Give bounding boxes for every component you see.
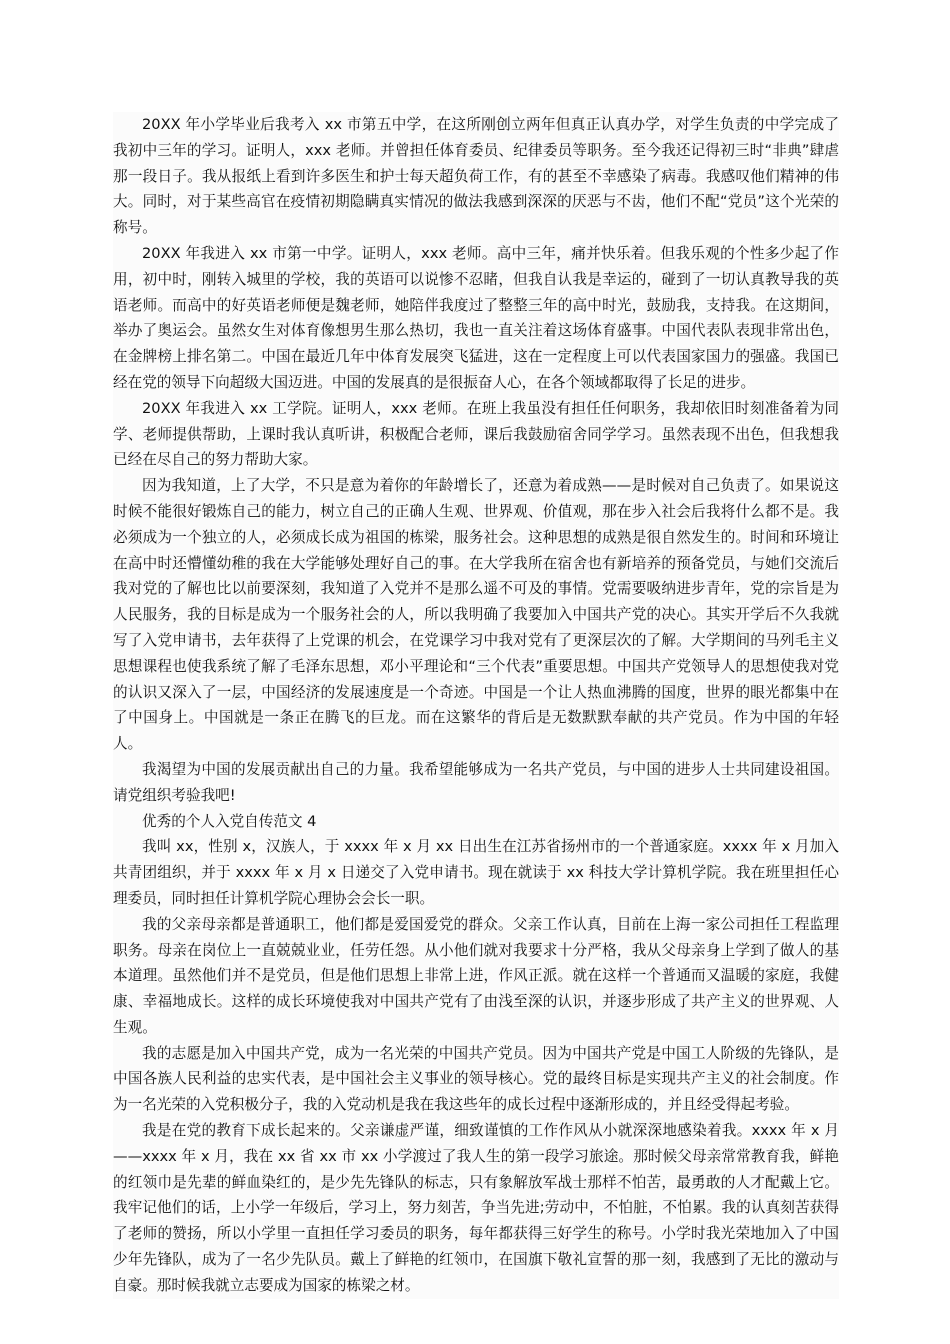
paragraph-ambition: 我的志愿是加入中国共产党，成为一名光荣的中国共产党员。因为中国共产党是中国工人阶级的先锋队，是中国各族人民利益的忠实代表，是中国社会主义事业的领导核心。党的最终目标是实现共产主义的社会制度。作为一名光荣的入党积极分子，我的入党动机是我在我这些年的成长过程中逐渐形成的，并且经受得起考验。 — [113, 1044, 839, 1114]
section-title: 优秀的个人入党自传范文 4 — [142, 812, 317, 830]
paragraph-education: 我是在党的教育下成长起来的。父亲谦虚严谨，细致谨慎的工作作风从小就深深地感染着我。xxxx 年 x 月——xxxx 年 x 月，我在 xx 省 xx 市 xx 小学渡过了我人生的第一段学习旅途。那时候父母亲常常教育我，鲜艳的红领巾是先辈的鲜血染红的，是少先先锋队的标志，只有象解放军战士那样不怕苦，最勇敢的人才配戴上它。我牢记他们的话，上小学一年级后，学习上，努力刻苦，争当先进;劳动中，不怕脏，不怕累。我的认真刻苦获得了老师的赞扬，所以小学里一直担任学习委员的职务，每年都获得三好学生的称号。小学时我光荣地加入了中国少年先锋队，成为了一名少先队员。戴上了鲜艳的红领巾，在国旗下敬礼宣誓的那一刻，我感到了无比的激动与自豪。那时候我就立志要成为国家的栋梁之材。 — [113, 1122, 839, 1294]
paragraph-university-growth: 因为我知道，上了大学，不只是意为着你的年龄增长了，还意为着成熟——是时候对自己负责了。如果说这时候不能很好锻炼自己的能力，树立自己的正确人生观、世界观、价值观，那在步入社会后我将什么都不是。我必须成为一个独立的人，必须成长成为祖国的栋梁，服务社会。这种思想的成熟是很自然发生的。时间和环境让在高中时还懵懂幼稚的我在大学能够处理好自己的事。在大学我所在宿舍也有新培养的预备党员，与她们交流后我对党的了解也比以前要深刻，我知道了入党并不是那么遥不可及的事情。党需要吸纳进步青年，党的宗旨是为人民服务，我的目标是成为一个服务社会的人，所以我明确了我要加入中国共产党的决心。其实开学后不久我就写了入党申请书，去年获得了上党课的机会，在党课学习中我对党有了更深层次的了解。大学期间的马列毛主义思想课程也使我系统了解了毛泽东思想，邓小平理论和“三个代表”重要思想。中国共产党领导人的思想使我对党的认识又深入了一层，中国经济的发展速度是一个奇迹。中国是一个让人热血沸腾的国度，世界的眼光都集中在了中国身上。中国就是一条正在腾飞的巨龙。而在这繁华的背后是无数默默奉献的共产党员。作为中国的年轻人。 — [113, 477, 839, 753]
document-page — [113, 112, 839, 1299]
paragraph-aspiration: 我渴望为中国的发展贡献出自己的力量。我希望能够成为一名共产党员，与中国的进步人士共同建设祖国。请党组织考验我吧! — [113, 760, 839, 804]
paragraph-family: 我的父亲母亲都是普通职工，他们都是爱国爱党的群众。父亲工作认真，目前在上海一家公司担任工程监理职务。母亲在岗位上一直兢兢业业，任劳任怨。从小他们就对我要求十分严格，我从父母亲身上学到了做人的基本道理。虽然他们并不是党员，但是他们思想上非常上进，作风正派。就在这样一个普通而又温暖的家庭，我健康、幸福地成长。这样的成长环境使我对中国共产党有了由浅至深的认识，并逐步形成了共产主义的世界观、人生观。 — [113, 915, 839, 1036]
paragraph-college: 20XX 年我进入 xx 工学院。证明人，xxx 老师。在班上我虽没有担任任何职务，我却依旧时刻准备着为同学、老师提供帮助，上课时我认真听讲，积极配合老师，课后我鼓励宿舍同学学习。虽然表现不出色，但我想我已经在尽自己的努力帮助大家。 — [113, 399, 839, 469]
paragraph-high-school: 20XX 年我进入 xx 市第一中学。证明人，xxx 老师。高中三年，痛并快乐着。但我乐观的个性多少起了作用，初中时，刚转入城里的学校，我的英语可以说惨不忍睹，但我自认我是幸运的，碰到了一切认真教导我的英语老师。而高中的好英语老师便是魏老师，她陪伴我度过了整整三年的高中时光，鼓励我，支持我。在这期间，举办了奥运会。虽然女生对体育像想男生那么热切，我也一直关注着这场体育盛事。中国代表队表现非常出色，在金牌榜上排名第二。中国在最近几年中体育发展突飞猛进，这在一定程度上可以代表国家国力的强盛。我国已经在党的领导下向超级大国迈进。中国的发展真的是很振奋人心，在各个领域都取得了长足的进步。 — [113, 244, 839, 391]
paragraph-self-intro: 我叫 xx，性别 x，汉族人，于 xxxx 年 x 月 xx 日出生在江苏省扬州市的一个普通家庭。xxxx 年 x 月加入共青团组织，并于 xxxx 年 x 月 x 日递交了入党申请书。现在就读于 xx 科技大学计算机学院。我在班里担任心理委员，同时担任计算机学院心理协会会长一职。 — [113, 838, 839, 907]
paragraph-middle-school: 20XX 年小学毕业后我考入 xx 市第五中学，在这所刚创立两年但真正认真办学，对学生负责的中学完成了我初中三年的学习。证明人，xxx 老师。并曾担任体育委员、纪律委员等职务。至今我还记得初三时“非典”肆虐那一段日子。我从报纸上看到许多医生和护士每天超负荷工作，有的甚至不幸感染了病毒。我感叹他们精神的伟大。同时，对于某些高官在疫情初期隐瞒真实情况的做法我感到深深的厌恶与不齿，他们不配“党员”这个光荣的称号。 — [113, 116, 839, 237]
